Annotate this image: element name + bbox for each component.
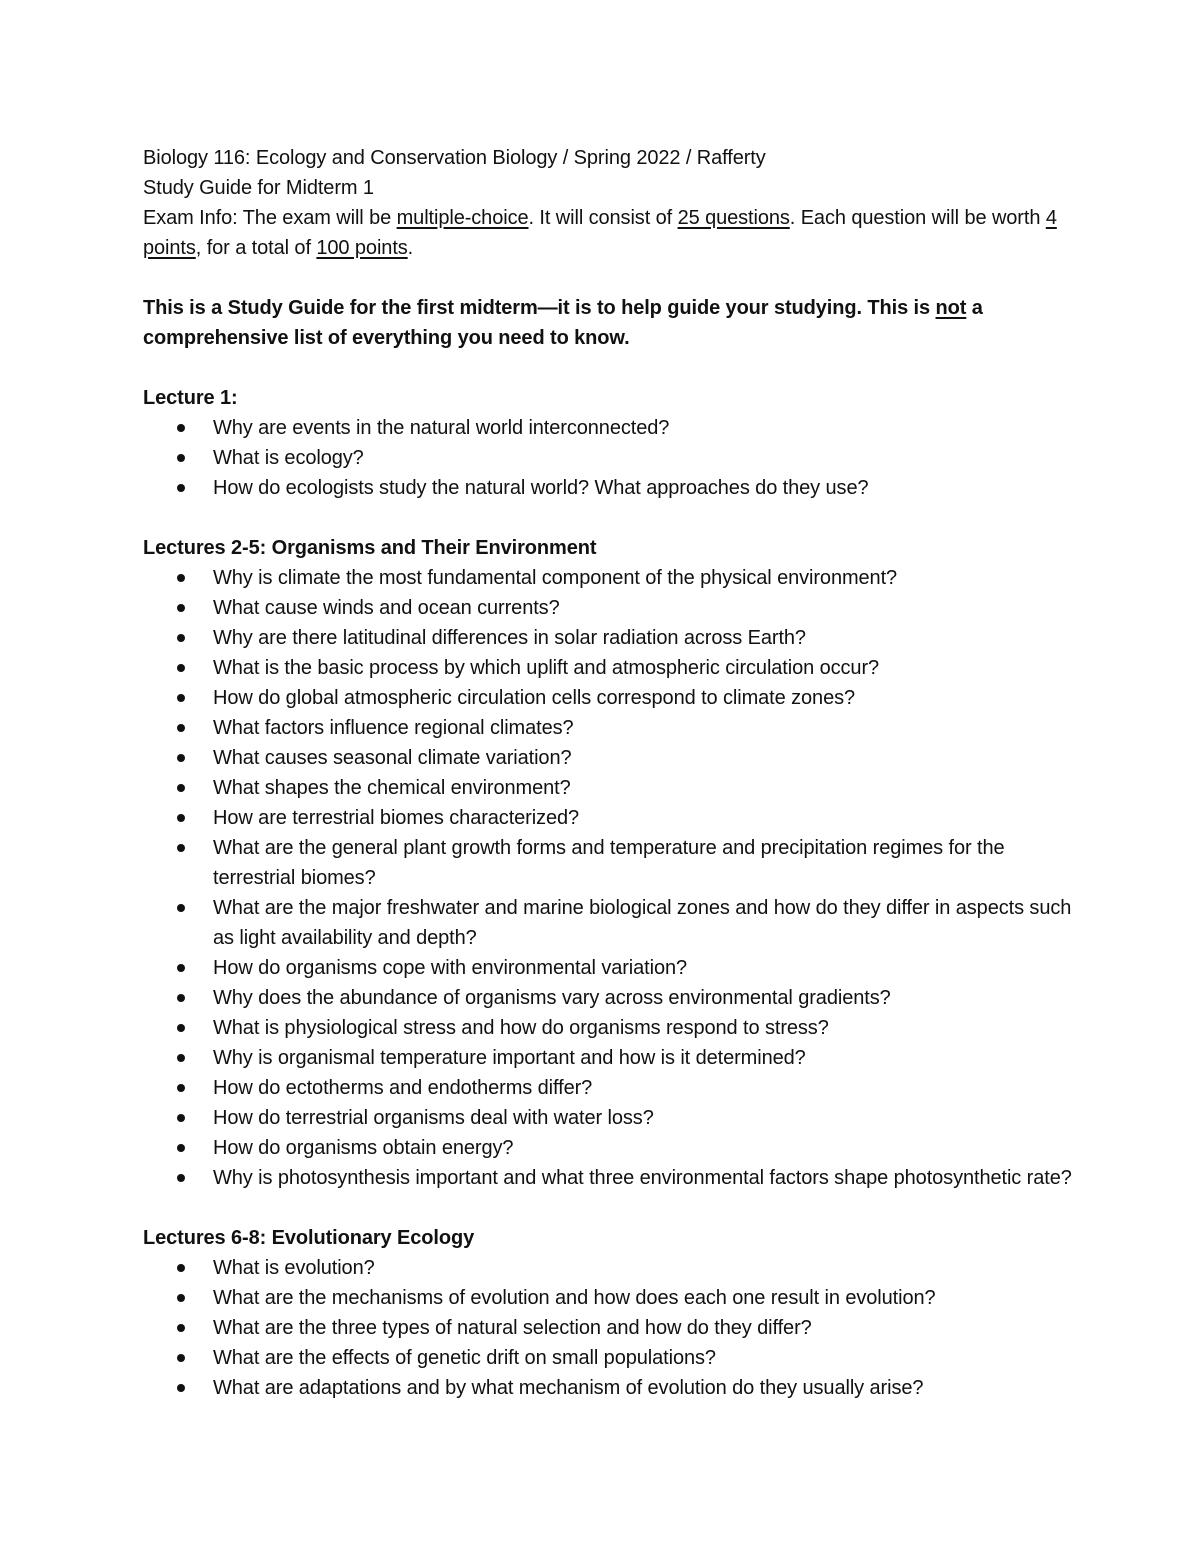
question-text: How do global atmospheric circulation cells correspond to climate zones? bbox=[213, 687, 856, 709]
list-item bbox=[143, 1343, 1083, 1373]
question-text: What shapes the chemical environment? bbox=[213, 777, 571, 799]
bullet-icon bbox=[177, 1084, 185, 1092]
question-text: What causes seasonal climate variation? bbox=[213, 747, 572, 769]
bullet-icon bbox=[177, 1294, 185, 1302]
exam-info: Exam Info: The exam will be multiple-choice. It will consist of 25 questions. Each question will be worth 4 points, for a total of 100 points. bbox=[143, 207, 1057, 259]
question-text: Why is climate the most fundamental component of the physical environment? bbox=[213, 567, 898, 589]
list-item bbox=[143, 1103, 1083, 1133]
list-item bbox=[143, 1163, 1083, 1193]
list-item bbox=[143, 1283, 1083, 1313]
list-item bbox=[143, 773, 1083, 803]
sections bbox=[143, 353, 1083, 1403]
section-heading: Lectures 6-8: Evolutionary Ecology bbox=[143, 1227, 475, 1249]
list-item bbox=[143, 653, 1083, 683]
section bbox=[143, 533, 1083, 1193]
question-text: How do organisms obtain energy? bbox=[213, 1137, 514, 1159]
list-item bbox=[143, 833, 1083, 893]
section bbox=[143, 383, 1083, 503]
question-text: How do organisms cope with environmental variation? bbox=[213, 957, 688, 979]
list-item bbox=[143, 743, 1083, 773]
bullet-icon bbox=[177, 664, 185, 672]
bullet-icon bbox=[177, 694, 185, 702]
list-item bbox=[143, 953, 1083, 983]
bullet-icon bbox=[177, 1324, 185, 1332]
question-text: Why are events in the natural world interconnected? bbox=[213, 417, 670, 439]
list-item bbox=[143, 1373, 1083, 1403]
bullet-icon bbox=[177, 724, 185, 732]
question-text: What are the effects of genetic drift on small populations? bbox=[213, 1347, 716, 1369]
list-item bbox=[143, 1043, 1083, 1073]
list-item bbox=[143, 593, 1083, 623]
list-item bbox=[143, 623, 1083, 653]
guide-title: Study Guide for Midterm 1 bbox=[143, 177, 374, 199]
bullet-icon bbox=[177, 1054, 185, 1062]
bullet-icon bbox=[177, 964, 185, 972]
list-item bbox=[143, 443, 1083, 473]
question-list bbox=[143, 413, 1083, 503]
question-list bbox=[143, 1253, 1083, 1403]
bullet-icon bbox=[177, 574, 185, 582]
bullet-icon bbox=[177, 1024, 185, 1032]
bullet-icon bbox=[177, 754, 185, 762]
list-item bbox=[143, 893, 1083, 953]
question-text: What factors influence regional climates? bbox=[213, 717, 574, 739]
list-item bbox=[143, 803, 1083, 833]
points-per-question: 4 points bbox=[143, 207, 1057, 259]
section bbox=[143, 1223, 1083, 1403]
study-guide-page bbox=[143, 143, 1083, 1403]
list-item bbox=[143, 413, 1083, 443]
list-item bbox=[143, 1253, 1083, 1283]
bullet-icon bbox=[177, 1174, 185, 1182]
question-text: What is the basic process by which uplift and atmospheric circulation occur? bbox=[213, 657, 880, 679]
bullet-icon bbox=[177, 454, 185, 462]
bullet-icon bbox=[177, 1384, 185, 1392]
question-text: Why is photosynthesis important and what three environmental factors shape photosynthetic rate? bbox=[213, 1167, 1072, 1189]
bullet-icon bbox=[177, 784, 185, 792]
bullet-icon bbox=[177, 1354, 185, 1362]
bullet-icon bbox=[177, 604, 185, 612]
list-item bbox=[143, 683, 1083, 713]
disclaimer: This is a Study Guide for the first midterm—it is to help guide your studying. This is not a comprehensive list of everything you need to know. bbox=[143, 297, 983, 349]
bullet-icon bbox=[177, 1264, 185, 1272]
list-item bbox=[143, 1133, 1083, 1163]
bullet-icon bbox=[177, 844, 185, 852]
question-text: What is evolution? bbox=[213, 1257, 375, 1279]
list-item bbox=[143, 983, 1083, 1013]
bullet-icon bbox=[177, 1144, 185, 1152]
question-text: How are terrestrial biomes characterized? bbox=[213, 807, 580, 829]
question-text: What is ecology? bbox=[213, 447, 364, 469]
question-text: How do terrestrial organisms deal with water loss? bbox=[213, 1107, 654, 1129]
question-text: What are the major freshwater and marine biological zones and how do they differ in aspects such as light availability and depth? bbox=[213, 897, 1072, 949]
bullet-icon bbox=[177, 1114, 185, 1122]
bullet-icon bbox=[177, 994, 185, 1002]
bullet-icon bbox=[177, 634, 185, 642]
bullet-icon bbox=[177, 484, 185, 492]
question-text: What cause winds and ocean currents? bbox=[213, 597, 560, 619]
list-item bbox=[143, 1073, 1083, 1103]
question-text: How do ecologists study the natural world? What approaches do they use? bbox=[213, 477, 869, 499]
section-heading: Lectures 2-5: Organisms and Their Environment bbox=[143, 537, 597, 559]
question-text: What are the mechanisms of evolution and how does each one result in evolution? bbox=[213, 1287, 936, 1309]
list-item bbox=[143, 1013, 1083, 1043]
list-item bbox=[143, 473, 1083, 503]
list-item bbox=[143, 1313, 1083, 1343]
question-text: What are the three types of natural selection and how do they differ? bbox=[213, 1317, 812, 1339]
question-text: What are adaptations and by what mechanism of evolution do they usually arise? bbox=[213, 1377, 924, 1399]
list-item bbox=[143, 713, 1083, 743]
total-points: 100 points bbox=[316, 237, 408, 259]
section-heading: Lecture 1: bbox=[143, 387, 238, 409]
list-item bbox=[143, 563, 1083, 593]
question-text: What is physiological stress and how do organisms respond to stress? bbox=[213, 1017, 829, 1039]
question-list bbox=[143, 563, 1083, 1193]
course-line: Biology 116: Ecology and Conservation Biology / Spring 2022 / Rafferty bbox=[143, 147, 766, 169]
bullet-icon bbox=[177, 904, 185, 912]
question-text: Why is organismal temperature important and how is it determined? bbox=[213, 1047, 806, 1069]
question-text: How do ectotherms and endotherms differ? bbox=[213, 1077, 593, 1099]
question-text: What are the general plant growth forms and temperature and precipitation regimes for the terrestrial biomes? bbox=[213, 837, 1005, 889]
question-count: 25 questions bbox=[677, 207, 790, 229]
question-text: Why does the abundance of organisms vary across environmental gradients? bbox=[213, 987, 891, 1009]
bullet-icon bbox=[177, 814, 185, 822]
disclaimer-emphasis: not bbox=[935, 297, 967, 319]
exam-format: multiple-choice bbox=[396, 207, 529, 229]
bullet-icon bbox=[177, 424, 185, 432]
question-text: Why are there latitudinal differences in solar radiation across Earth? bbox=[213, 627, 806, 649]
